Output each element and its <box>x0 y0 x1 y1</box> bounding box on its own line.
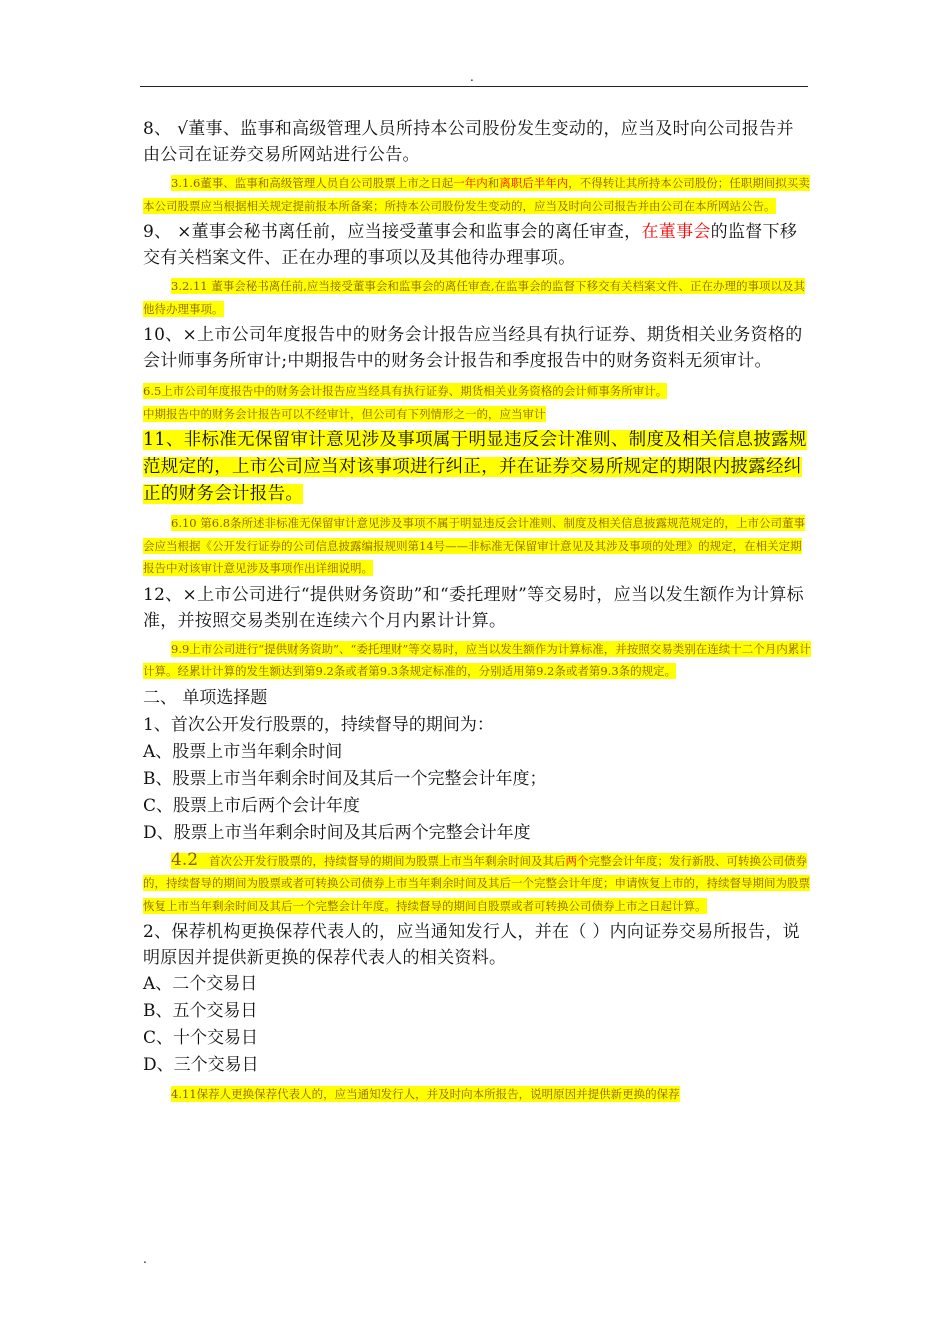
note-9: 3.2.11 董事会秘书离任前,应当接受董事会和监事会的离任审查,在监事会的监督下移交有关档案文件、正在办理的事项以及其他待办理事项。 <box>143 279 806 316</box>
header-rule <box>140 86 808 87</box>
option-c: C、股票上市后两个会计年度 <box>143 795 361 816</box>
note-single-2: 4.11保荐人更换保荐代表人的，应当通知发行人，并及时向本所报告，说明原因并提供新更换的保荐 <box>171 1087 680 1101</box>
question-12: 12、×上市公司进行“提供财务资助”和“委托理财”等交易时，应当以发生额作为计算标准，并按照交易类别在连续六个月内累计计算。 <box>143 584 804 631</box>
question-9: 9、 ×董事会秘书离任前，应当接受董事会和监事会的离任审查，在董事会的监督下移交有关档案文件、正在办理的事项以及其他待办理事项。 <box>143 222 798 268</box>
document-body <box>143 116 811 1108</box>
question-11: 11、非标准无保留审计意见涉及事项属于明显违反会计准则、制度及相关信息披露规范规定的，上市公司应当对该事项进行纠正，并在证券交易所规定的期限内披露经纠正的财务会计报告。 <box>143 430 807 504</box>
note-10: 6.5上市公司年度报告中的财务会计报告应当经具有执行证券、期货相关业务资格的会计师事务所审计。 中期报告中的财务会计报告可以不经审计，但公司有下列情形之一的，应当审计 <box>143 384 668 421</box>
option-c: C、十个交易日 <box>143 1028 259 1048</box>
question-10: 10、×上市公司年度报告中的财务会计报告应当经具有执行证券、期货相关业务资格的会计师事务所审计;中期报告中的财务会计报告和季度报告中的财务资料无须审计。 <box>143 325 803 371</box>
header-mark: . <box>470 70 474 84</box>
single-choice-2-question: 2、保荐机构更换保荐代表人的，应当通知发行人，并在（ ）内向证券交易所报告，说明原因并提供新更换的保荐代表人的相关资料。 <box>143 922 800 968</box>
option-a: A、股票上市当年剩余时间 <box>143 741 343 762</box>
note-single-1: 4.2 首次公开发行股票的，持续督导的期间为股票上市当年剩余时间及其后两个完整会计年度；发行新股、可转换公司债券的，持续督导的期间为股票或者可转换公司债券上市当年剩余时间及其后一个完整会计年度；申请恢复上市的，持续督导期间为股票恢复上市当年剩余时间及其后一个完整会计年度。持续督导的期间自股票或者可转换公司债券上市之日起计算。 <box>143 849 810 913</box>
option-a: A、二个交易日 <box>143 974 258 994</box>
section-title: 二、 单项选择题 <box>143 687 268 708</box>
footer-mark: . <box>143 1252 147 1266</box>
option-d: D、股票上市当年剩余时间及其后两个完整会计年度 <box>143 822 531 843</box>
option-d: D、三个交易日 <box>143 1055 259 1075</box>
option-b: B、股票上市当年剩余时间及其后一个完整会计年度； <box>143 768 547 789</box>
question-8: 8、 √董事、监事和高级管理人员所持本公司股份发生变动的，应当及时向公司报告并由公司在证券交易所网站进行公告。 <box>143 119 794 165</box>
note-11: 6.10 第6.8条所述非标准无保留审计意见涉及事项不属于明显违反会计准则、制度及相关信息披露规范规定的，上市公司董事会应当根据《公开发行证券的公司信息披露编报规则第14号——非标准无保留审计意见及其涉及事项的处理》的规定，在相关定期报告中对该审计意见涉及事项作出详细说明。 <box>143 516 806 575</box>
note-8: 3.1.6董事、监事和高级管理人员自公司股票上市之日起一年内和离职后半年内，不得转让其所持本公司股份；任职期间拟买卖本公司股票应当根据相关规定提前报本所备案；所持本公司股份发生变动的，应当及时向公司报告并由公司在本所网站公告。 <box>143 176 810 213</box>
note-12: 9.9上市公司进行“提供财务资助”、“委托理财”等交易时，应当以发生额作为计算标准，并按照交易类别在连续十二个月内累计计算。经累计计算的发生额达到第9.2条或者第9.3条规定标准的，分别适用第9.2条或者第9.3条的规定。 <box>143 641 811 678</box>
single-choice-1-question: 1、首次公开发行股票的，持续督导的期间为： <box>143 714 494 735</box>
option-b: B、五个交易日 <box>143 1001 258 1021</box>
